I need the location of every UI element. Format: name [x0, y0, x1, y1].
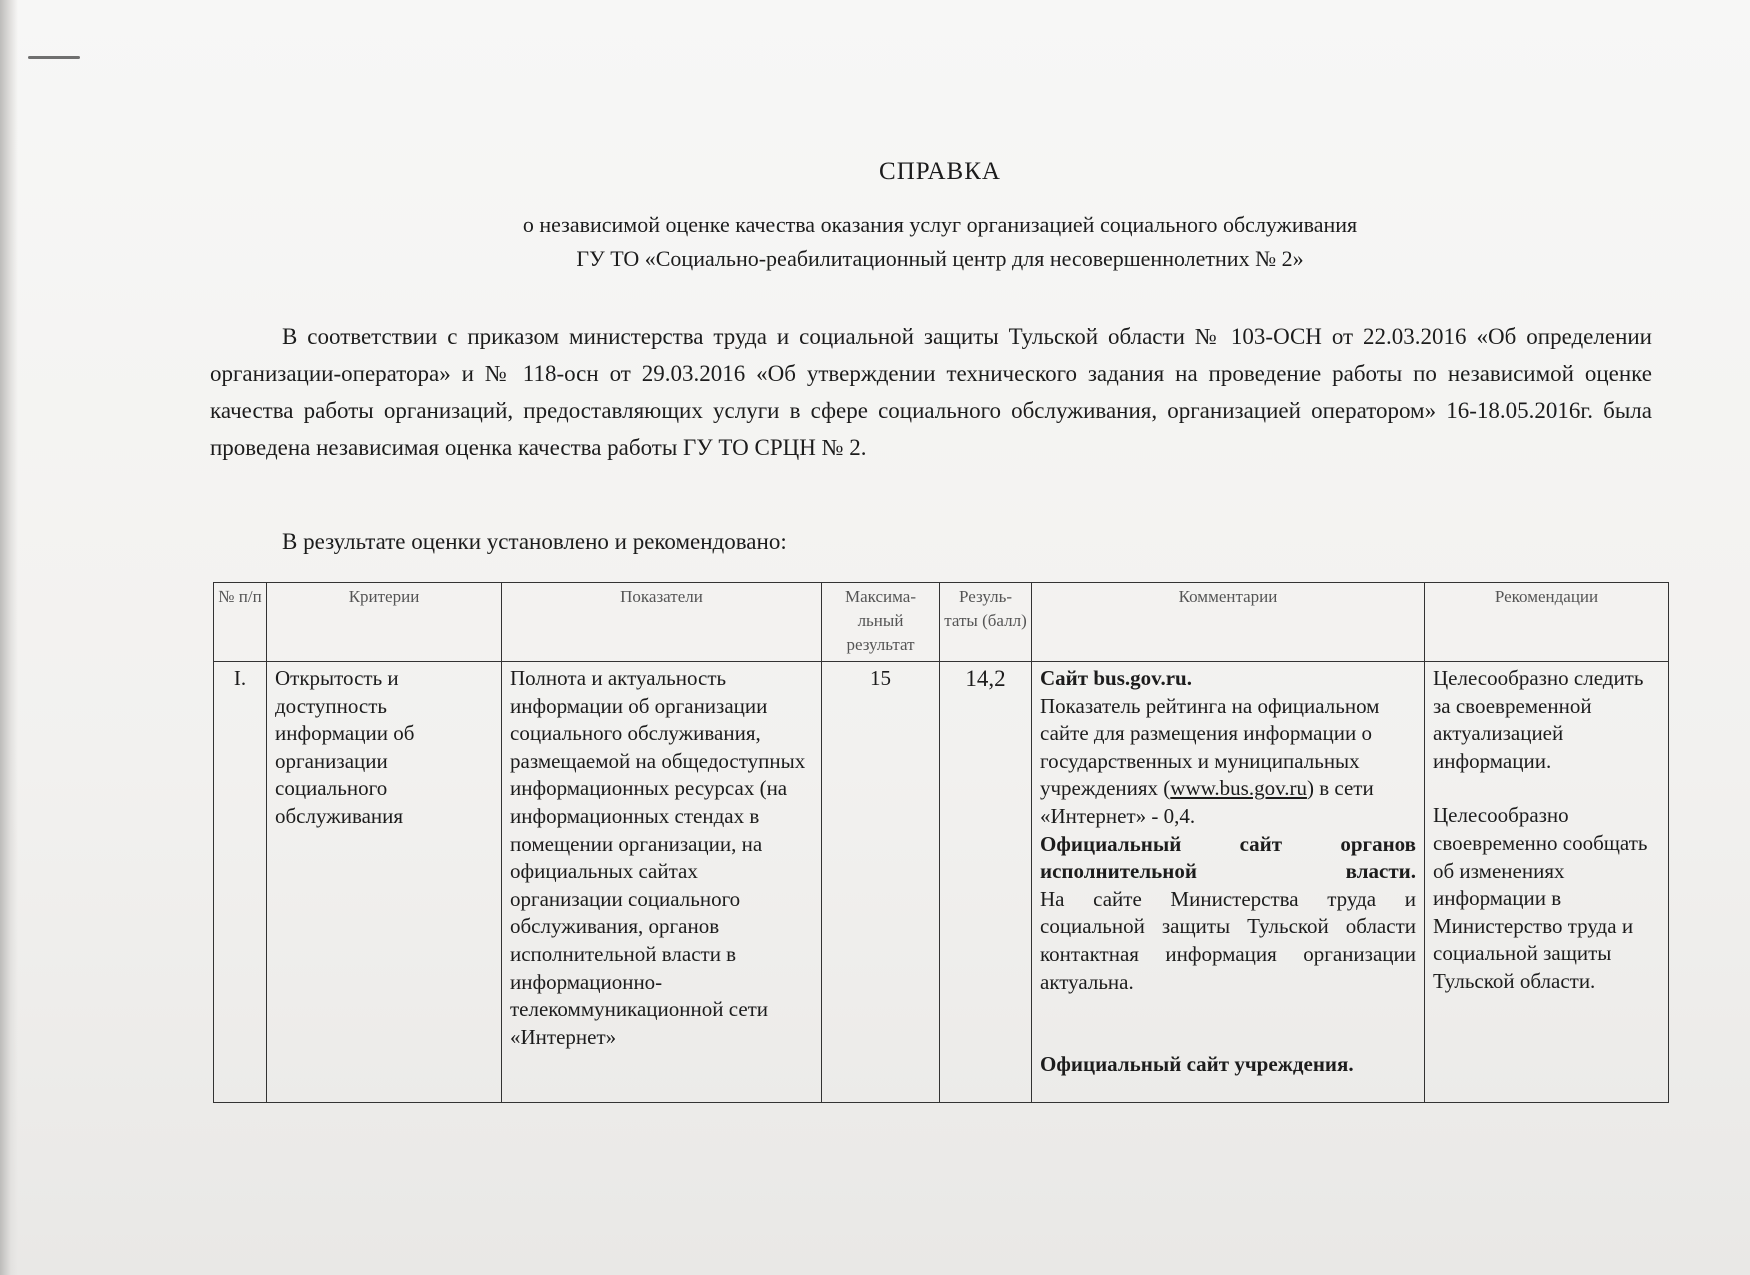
recommendation-spacer	[1433, 775, 1660, 802]
bus-gov-link[interactable]: www.bus.gov.ru	[1170, 776, 1307, 801]
comment-spacer	[1040, 996, 1416, 1051]
scan-edge-shadow	[0, 0, 18, 1275]
table-row	[214, 662, 1669, 1103]
comment-heading-bus-gov: Сайт bus.gov.ru.	[1040, 666, 1192, 690]
document-subtitle-line2: ГУ ТО «Социально-реабилитационный центр для несовершеннолетних № 2»	[576, 246, 1304, 271]
recommendation-2: Целесообразно своевременно сообщать об изменениях информации в Министерство труда и социальной защиты Тульской области.	[1433, 803, 1648, 993]
row-indicators: Полнота и актуальность информации об организации социального обслуживания, размещаемой на общедоступных информационных ресурсах (на информационных стендах в помещении организации, на официальных сайтах организации социального обслуживания, органов исполнительной власти в информационно-телекоммуникационной сети «Интернет»	[502, 662, 822, 1103]
comment-text-bus-gov-b: ) в сети «Интернет» - 0,4.	[1040, 776, 1374, 828]
row-max-result: 15	[822, 662, 940, 1103]
header-max-result: Максима-льный результат	[822, 583, 940, 662]
header-recommendations: Рекомендации	[1425, 583, 1669, 662]
comment-text-bus-gov	[1040, 693, 1416, 831]
header-results: Резуль-таты (балл)	[940, 583, 1032, 662]
comment-heading-institution-site: Официальный сайт учреждения.	[1040, 1052, 1354, 1077]
comment-heading-executive-site: Официальный сайт органов исполнительной власти.	[1040, 831, 1416, 884]
comment-text-executive-site: На сайте Министерства труда и социальной защиты Тульской области контактная информация организации актуальна.	[1040, 886, 1416, 994]
recommendation-1: Целесообразно следить за своевременной актуализацией информации.	[1433, 666, 1644, 773]
row-criteria: Открытость и доступность информации об организации социального обслуживания	[267, 662, 502, 1103]
assessment-table	[213, 582, 1669, 1103]
comment-text-bus-gov-a: Показатель рейтинга на официальном сайте для размещения информации о государственных и муниципальных учреждениях (	[1040, 693, 1380, 801]
intro-paragraph: В соответствии с приказом министерства труда и социальной защиты Тульской области № 103-ОСН от 22.03.2016 «Об определении организации-оператора» и № 118-осн от 29.03.2016 «Об утверждении технического задания на проведение работы по независимой оценке качества работы организаций, предоставляющих услуги в сфере социального обслуживания, организацией оператором» 16-18.05.2016г. была проведена независимая оценка качества работы ГУ ТО СРЦН № 2.	[210, 324, 1652, 460]
document-title: СПРАВКА	[879, 158, 1001, 185]
row-comments	[1032, 662, 1425, 1103]
header-comments: Комментарии	[1032, 583, 1425, 662]
row-num: I.	[214, 662, 267, 1103]
table-header-row	[214, 583, 1669, 662]
result-intro-paragraph: В результате оценки установлено и рекомендовано:	[282, 529, 787, 554]
header-num: № п/п	[214, 583, 267, 662]
row-recommendations	[1425, 662, 1669, 1103]
row-result: 14,2	[940, 662, 1032, 1103]
document-subtitle-line1: о независимой оценке качества оказания услуг организацией социального обслуживания	[522, 212, 1358, 237]
header-indicators: Показатели	[502, 583, 822, 662]
scan-mark	[28, 56, 80, 59]
header-criteria: Критерии	[267, 583, 502, 662]
